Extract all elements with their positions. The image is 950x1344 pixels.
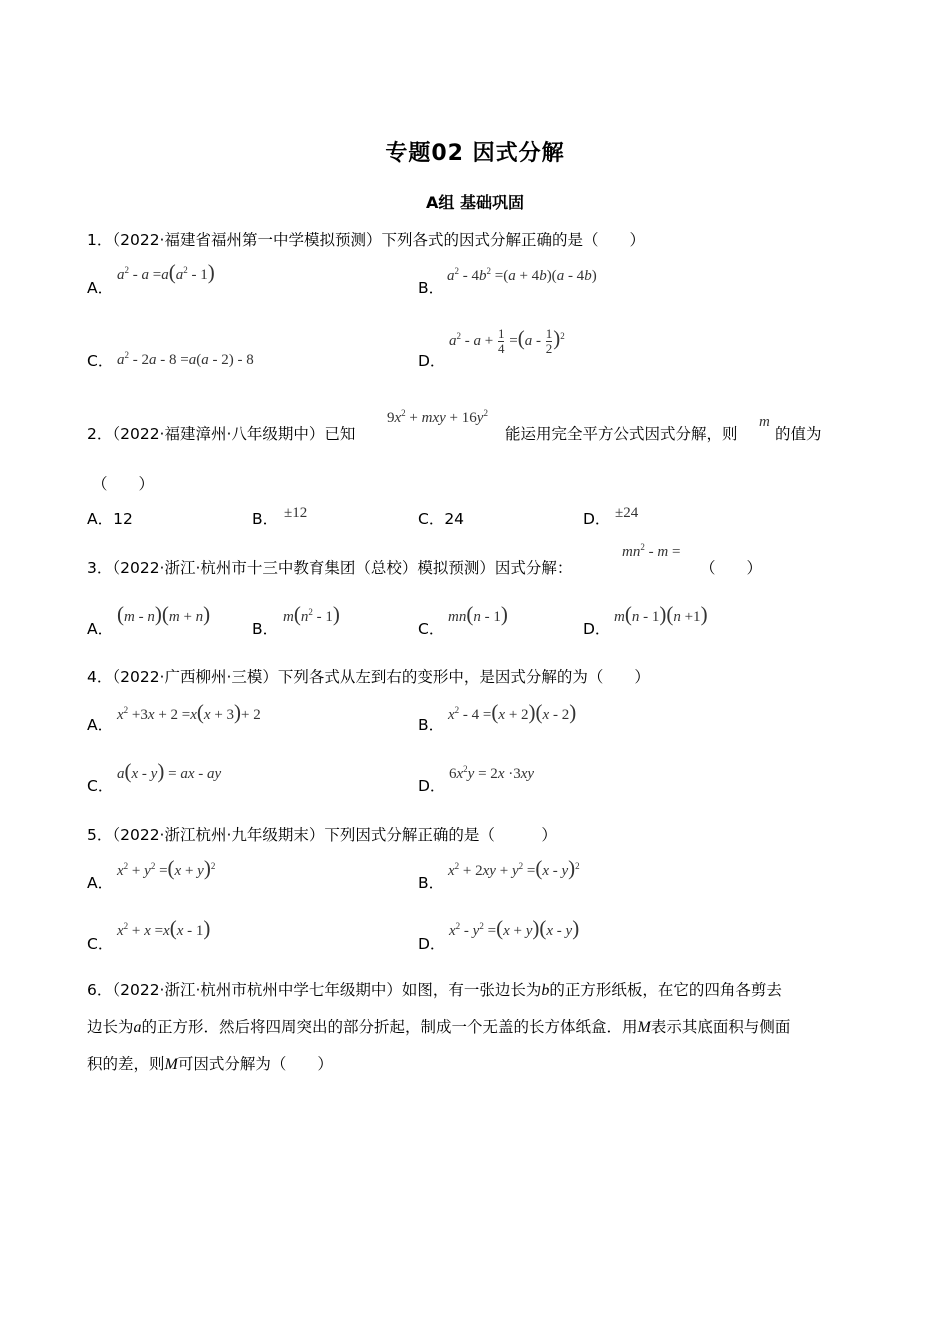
q6-var-a: a (133, 1019, 142, 1036)
q2-option-c[interactable]: C．24 (418, 510, 465, 528)
q2-option-b-label[interactable]: B． (252, 510, 279, 528)
q5-option-d-formula: $x^2 - y^2 =(x + y)(x - y)$ (449, 916, 580, 940)
q5-option-c-label[interactable]: C． (87, 935, 114, 953)
question-3-stem: 3．（2022·浙江·杭州市十三中教育集团（总校）模拟预测）因式分解： (87, 559, 573, 577)
q3-option-b-label[interactable]: B． (252, 620, 279, 638)
question-2-stem-middle: 能运用完全平方公式因式分解，则 (505, 425, 738, 443)
q1-option-c-formula: $a^2 - 2a - 8 =a(a - 2) - 8$ (117, 350, 254, 368)
question-2-stem-start: 2．（2022·福建漳州·八年级期中）已知 (87, 425, 356, 443)
q1-option-a-formula: $a^2 - a =a(a^2 - 1)$ (117, 260, 215, 284)
q1-option-d-formula: $a^2$ - a + $\frac{1}{4}$ =(a - $\frac{1}{2}$ )$^2$ (449, 326, 565, 357)
q4-option-c-formula: a(x - y) = ax - ay (117, 759, 222, 783)
q4-option-a-formula: $x^2 +3x + 2 =x(x + 3)+ 2$ (117, 700, 261, 724)
q6-var-m-2: M (164, 1056, 178, 1073)
q5-option-a-formula: $x^2 + y^2 =(x + y)^2$ (117, 856, 216, 880)
q6-var-b: b (541, 982, 550, 999)
question-1-stem: 1．（2022·福建省福州第一中学模拟预测）下列各式的因式分解正确的是（ ） (87, 231, 645, 249)
page-title: 专题02 因式分解 (385, 141, 565, 166)
q1-option-c-label[interactable]: C． (87, 352, 114, 370)
q4-option-a-label[interactable]: A． (87, 716, 114, 734)
q3-expression: $mn^2$ - m = (622, 542, 681, 560)
q5-option-b-label[interactable]: B． (418, 874, 445, 892)
q6-line-1: 6．（2022·浙江·杭州市杭州中学七年级期中）如图，有一张边长为b的正方形纸板，在它的四角各剪去 (87, 981, 782, 999)
question-5-stem: 5．（2022·浙江杭州·九年级期末）下列因式分解正确的是（ ） (87, 826, 557, 844)
section-heading: A组 基础巩固 (426, 193, 524, 212)
q3-option-d-label[interactable]: D． (583, 620, 611, 638)
q3-option-c-label[interactable]: C． (418, 620, 445, 638)
q2-variable-m: m (759, 414, 770, 430)
q2-option-d-value: ±24 (615, 505, 639, 521)
q2-option-d-label[interactable]: D． (583, 510, 611, 528)
q3-option-d-formula: m(n - 1)(n +1) (614, 602, 708, 626)
q1-option-a-label[interactable]: A． (87, 279, 114, 297)
question-4-stem: 4．（2022·广西柳州·三模）下列各式从左到右的变形中，是因式分解的为（ ） (87, 668, 650, 686)
q5-option-b-formula: $x^2 + 2xy + y^2 =(x - y)^2$ (448, 856, 580, 880)
q3-option-a-formula: (m - n)(m + n) (117, 602, 211, 626)
q3-option-a-label[interactable]: A． (87, 620, 114, 638)
q4-option-d-label[interactable]: D． (418, 777, 446, 795)
q2-option-a[interactable]: A．12 (87, 510, 133, 528)
question-2-paren: （ ） (92, 475, 155, 493)
question-3-paren: （ ） (700, 559, 763, 577)
q2-expression: $9x^2$ + mxy + $16y^2$ (387, 408, 488, 426)
q1-option-d-label[interactable]: D． (418, 352, 446, 370)
q2-option-b-value: ±12 (284, 505, 308, 521)
q6-var-m: M (637, 1019, 651, 1036)
q3-option-b-formula: $m(n^2 - 1)$ (283, 602, 340, 626)
q3-option-c-formula: mn(n - 1) (448, 602, 508, 626)
q1-option-b-label[interactable]: B． (418, 279, 445, 297)
q4-option-b-label[interactable]: B． (418, 716, 445, 734)
question-2-stem-end: 的值为 (775, 425, 822, 443)
q4-option-d-formula: $6x^2y = 2x \cdot 3xy$ (449, 764, 535, 782)
q4-option-b-formula: $x^2 - 4 =(x + 2)(x - 2)$ (448, 700, 577, 724)
q5-option-d-label[interactable]: D． (418, 935, 446, 953)
q6-line-3: 积的差，则M可因式分解为（ ） (87, 1055, 333, 1073)
q6-line-2: 边长为a的正方形．然后将四周突出的部分折起，制成一个无盖的长方体纸盒．用M表示其底面积与侧面 (87, 1018, 791, 1036)
q1-option-b-formula: $a^2 - 4b^2 =(a + 4b)(a - 4b)$ (447, 266, 597, 284)
q4-option-c-label[interactable]: C． (87, 777, 114, 795)
question-6-paragraph (87, 972, 867, 1083)
q5-option-c-formula: $x^2 + x =x(x - 1)$ (117, 916, 211, 940)
q5-option-a-label[interactable]: A． (87, 874, 114, 892)
